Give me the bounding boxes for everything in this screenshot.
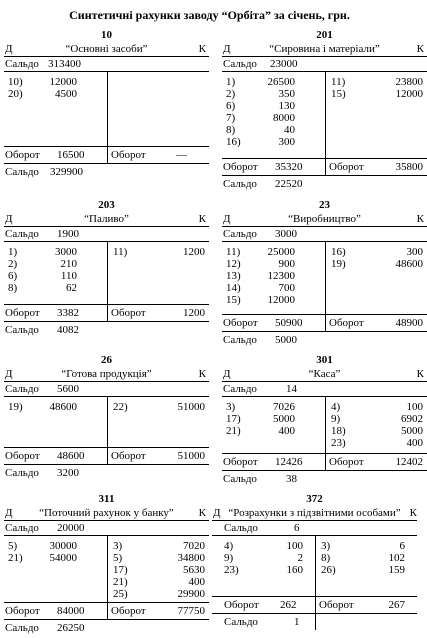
credit-marker: К — [416, 213, 424, 225]
opening-balance-row: Сальдо 3000 — [222, 227, 427, 242]
debit-entry: 17) 5000 — [226, 413, 295, 425]
entries — [4, 397, 209, 448]
closing-balance-row — [4, 164, 209, 180]
turnover-debit: 84000 — [57, 605, 85, 617]
debit-entry: 6) 130 — [226, 100, 295, 112]
debit-entry: 16) 300 — [226, 136, 295, 148]
credit-entry: 17) 5630 — [113, 564, 205, 576]
closing-balance-row — [222, 176, 427, 192]
closing-balance-label: Сальдо — [5, 324, 39, 336]
opening-balance-row: Сальдо 23000 — [222, 57, 427, 72]
turnover-label: Оборот — [223, 456, 258, 468]
account-311 — [4, 492, 209, 636]
turnover-label: Оборот — [111, 149, 146, 161]
debit-column — [222, 401, 325, 437]
debit-entry: 21) 400 — [226, 425, 295, 437]
account-name: “Розрахунки з підзвітними особами” — [228, 507, 401, 519]
entries — [4, 242, 209, 305]
turnover-debit: 35320 — [275, 161, 303, 173]
closing-balance-label: Сальдо — [223, 334, 257, 346]
closing-balance-row — [4, 620, 209, 636]
account-header — [222, 212, 427, 227]
account-header — [4, 506, 209, 521]
entries — [4, 72, 209, 147]
closing-balance-label: Сальдо — [5, 467, 39, 479]
debit-entry: 10) 12000 — [8, 76, 77, 88]
account-header — [4, 42, 209, 57]
turnover-debit: 48600 — [57, 450, 85, 462]
credit-marker: К — [198, 507, 206, 519]
credit-entry: 3) 6 — [321, 540, 405, 552]
debit-column — [212, 540, 315, 576]
turnover-row — [212, 597, 417, 614]
credit-marker: К — [198, 368, 206, 380]
entries — [4, 536, 209, 603]
credit-marker: К — [198, 43, 206, 55]
account-number: 26 — [101, 354, 112, 366]
closing-balance-row — [222, 471, 427, 487]
opening-balance-label: Сальдо — [5, 228, 39, 240]
closing-balance-value: 4082 — [57, 324, 79, 336]
debit-marker: Д — [213, 507, 221, 519]
account-301 — [222, 353, 427, 487]
turnover-label: Оборот — [224, 599, 259, 611]
debit-entry: 6) 110 — [8, 270, 77, 282]
turnover-row — [222, 159, 427, 176]
opening-balance-label: Сальдо — [223, 58, 257, 70]
account-name: “Сировина і матеріали” — [269, 43, 380, 55]
closing-balance-value: 22520 — [275, 178, 303, 190]
turnover-credit: 77750 — [177, 605, 205, 617]
debit-entry: 19) 48600 — [8, 401, 77, 413]
turnover-label: Оборот — [111, 605, 146, 617]
t-divider — [107, 72, 108, 146]
turnover-row — [4, 305, 209, 322]
debit-column — [4, 401, 107, 413]
closing-balance-label: Сальдо — [5, 622, 39, 634]
opening-balance-label: Сальдо — [5, 383, 39, 395]
turnover-label: Оборот — [329, 456, 364, 468]
page-title: Синтетичні рахунки заводу “Орбіта” за січень, грн. — [69, 8, 350, 22]
account-372 — [212, 492, 417, 630]
credit-entry: 11) 1200 — [113, 246, 205, 258]
credit-marker: К — [416, 368, 424, 380]
debit-entry: 3) 7026 — [226, 401, 295, 413]
opening-balance-label: Сальдо — [224, 522, 258, 534]
credit-column — [325, 246, 427, 270]
debit-column — [4, 540, 107, 564]
turnover-credit: 267 — [388, 599, 405, 611]
account-name: “Поточний рахунок у банку” — [39, 507, 174, 519]
credit-column — [315, 540, 417, 576]
account-header — [222, 367, 427, 382]
debit-marker: Д — [5, 43, 13, 55]
debit-column — [4, 76, 107, 100]
closing-balance-row — [222, 332, 427, 348]
turnover-credit: 1200 — [183, 307, 205, 319]
debit-entry: 8) 62 — [8, 282, 77, 294]
credit-entry: 9) 6902 — [331, 413, 423, 425]
entries — [212, 536, 417, 597]
opening-balance-label: Сальдо — [5, 522, 39, 534]
debit-marker: Д — [223, 368, 231, 380]
debit-entry: 23) 160 — [224, 564, 303, 576]
turnover-debit: 262 — [280, 599, 297, 611]
opening-balance-row: Сальдо 5600 — [4, 382, 209, 397]
credit-entry: 5) 34800 — [113, 552, 205, 564]
credit-column — [107, 246, 209, 258]
account-10 — [4, 28, 209, 180]
opening-balance-label: Сальдо — [5, 58, 39, 70]
credit-entry: 15) 12000 — [331, 88, 423, 100]
account-header — [222, 42, 427, 57]
debit-entry: 9) 2 — [224, 552, 303, 564]
account-23 — [222, 198, 427, 348]
opening-balance-label: Сальдо — [223, 228, 257, 240]
account-header — [4, 212, 209, 227]
account-number: 23 — [319, 199, 330, 211]
debit-entry: 5) 30000 — [8, 540, 77, 552]
closing-balance-value: 1 — [294, 616, 300, 628]
turnover-debit: 12426 — [275, 456, 303, 468]
turnover-label: Оборот — [111, 450, 146, 462]
turnover-label: Оборот — [223, 161, 258, 173]
credit-entry: 19) 48600 — [331, 258, 423, 270]
credit-entry: 25) 29900 — [113, 588, 205, 600]
closing-balance-label: Сальдо — [223, 178, 257, 190]
credit-entry: 11) 23800 — [331, 76, 423, 88]
closing-balance-label: Сальдо — [224, 616, 258, 628]
closing-balance-value: 329900 — [50, 166, 83, 178]
debit-column — [4, 246, 107, 294]
credit-marker: К — [409, 507, 417, 519]
debit-entry: 2) 350 — [226, 88, 295, 100]
entries — [222, 242, 427, 315]
entries — [222, 72, 427, 159]
turnover-label: Оборот — [5, 149, 40, 161]
account-name: “Основні засоби” — [65, 43, 148, 55]
turnover-row — [4, 147, 209, 164]
turnover-label: Оборот — [5, 450, 40, 462]
turnover-debit: 50900 — [275, 317, 303, 329]
debit-entry: 13) 12300 — [226, 270, 295, 282]
turnover-label: Оборот — [5, 307, 40, 319]
turnover-credit: 35800 — [395, 161, 423, 173]
turnover-label: Оборот — [223, 317, 258, 329]
turnover-row — [4, 603, 209, 620]
credit-column — [325, 76, 427, 100]
credit-entry: 16) 300 — [331, 246, 423, 258]
credit-marker: К — [416, 43, 424, 55]
turnover-row — [222, 454, 427, 471]
account-26 — [4, 353, 209, 481]
closing-balance-row — [212, 614, 417, 630]
account-203 — [4, 198, 209, 338]
debit-entry: 20) 4500 — [8, 88, 77, 100]
credit-column — [107, 401, 209, 413]
opening-balance-row: Сальдо 1900 — [4, 227, 209, 242]
turnover-row — [222, 315, 427, 332]
opening-balance-row: Сальдо 14 — [222, 382, 427, 397]
account-number: 372 — [306, 493, 323, 505]
account-header — [4, 367, 209, 382]
credit-entry: 4) 100 — [331, 401, 423, 413]
credit-entry: 21) 400 — [113, 576, 205, 588]
credit-marker: К — [198, 213, 206, 225]
debit-entry: 8) 40 — [226, 124, 295, 136]
account-name: “Каса” — [308, 368, 341, 380]
account-number: 301 — [316, 354, 333, 366]
debit-marker: Д — [5, 213, 13, 225]
turnover-credit: — — [176, 149, 187, 161]
credit-entry: 3) 7020 — [113, 540, 205, 552]
debit-column — [222, 76, 325, 148]
credit-entry: 23) 400 — [331, 437, 423, 449]
debit-entry: 2) 210 — [8, 258, 77, 270]
account-201 — [222, 28, 427, 192]
debit-marker: Д — [223, 43, 231, 55]
debit-entry: 4) 100 — [224, 540, 303, 552]
credit-entry: 22) 51000 — [113, 401, 205, 413]
account-name: “Виробництво” — [288, 213, 361, 225]
debit-entry: 1) 26500 — [226, 76, 295, 88]
account-number: 311 — [98, 493, 115, 505]
debit-entry: 1) 3000 — [8, 246, 77, 258]
turnover-credit: 51000 — [177, 450, 205, 462]
account-number: 10 — [101, 29, 112, 41]
closing-balance-row — [4, 465, 209, 481]
debit-entry: 12) 900 — [226, 258, 295, 270]
turnover-credit: 12402 — [395, 456, 423, 468]
closing-balance-label: Сальдо — [5, 166, 39, 178]
turnover-debit: 16500 — [57, 149, 85, 161]
debit-entry: 11) 25000 — [226, 246, 295, 258]
account-name: “Паливо” — [84, 213, 129, 225]
closing-balance-value: 5000 — [275, 334, 297, 346]
debit-column — [222, 246, 325, 306]
closing-balance-value: 26250 — [57, 622, 85, 634]
turnover-credit: 48900 — [395, 317, 423, 329]
entries — [222, 397, 427, 454]
closing-balance-value: 38 — [286, 473, 297, 485]
debit-entry: 7) 8000 — [226, 112, 295, 124]
turnover-label: Оборот — [329, 161, 364, 173]
opening-balance-row: Сальдо 313400 — [4, 57, 209, 72]
opening-balance-row: Сальдо 20000 — [4, 521, 209, 536]
account-header — [212, 506, 417, 521]
account-number: 201 — [316, 29, 333, 41]
opening-balance-row: Сальдо 6 — [212, 521, 417, 536]
debit-entry: 15) 12000 — [226, 294, 295, 306]
closing-balance-value: 3200 — [57, 467, 79, 479]
turnover-row — [4, 448, 209, 465]
closing-balance-label: Сальдо — [223, 473, 257, 485]
opening-balance-label: Сальдо — [223, 383, 257, 395]
debit-marker: Д — [5, 368, 13, 380]
turnover-debit: 3382 — [57, 307, 79, 319]
debit-entry: 14) 700 — [226, 282, 295, 294]
account-name: “Готова продукція” — [61, 368, 152, 380]
account-number: 203 — [98, 199, 115, 211]
debit-entry: 21) 54000 — [8, 552, 77, 564]
credit-column — [107, 540, 209, 600]
debit-marker: Д — [5, 507, 13, 519]
credit-entry: 18) 5000 — [331, 425, 423, 437]
turnover-label: Оборот — [319, 599, 354, 611]
turnover-label: Оборот — [5, 605, 40, 617]
credit-entry: 26) 159 — [321, 564, 405, 576]
debit-marker: Д — [223, 213, 231, 225]
credit-entry: 8) 102 — [321, 552, 405, 564]
credit-column — [325, 401, 427, 449]
turnover-label: Оборот — [111, 307, 146, 319]
closing-balance-row — [4, 322, 209, 338]
turnover-label: Оборот — [329, 317, 364, 329]
